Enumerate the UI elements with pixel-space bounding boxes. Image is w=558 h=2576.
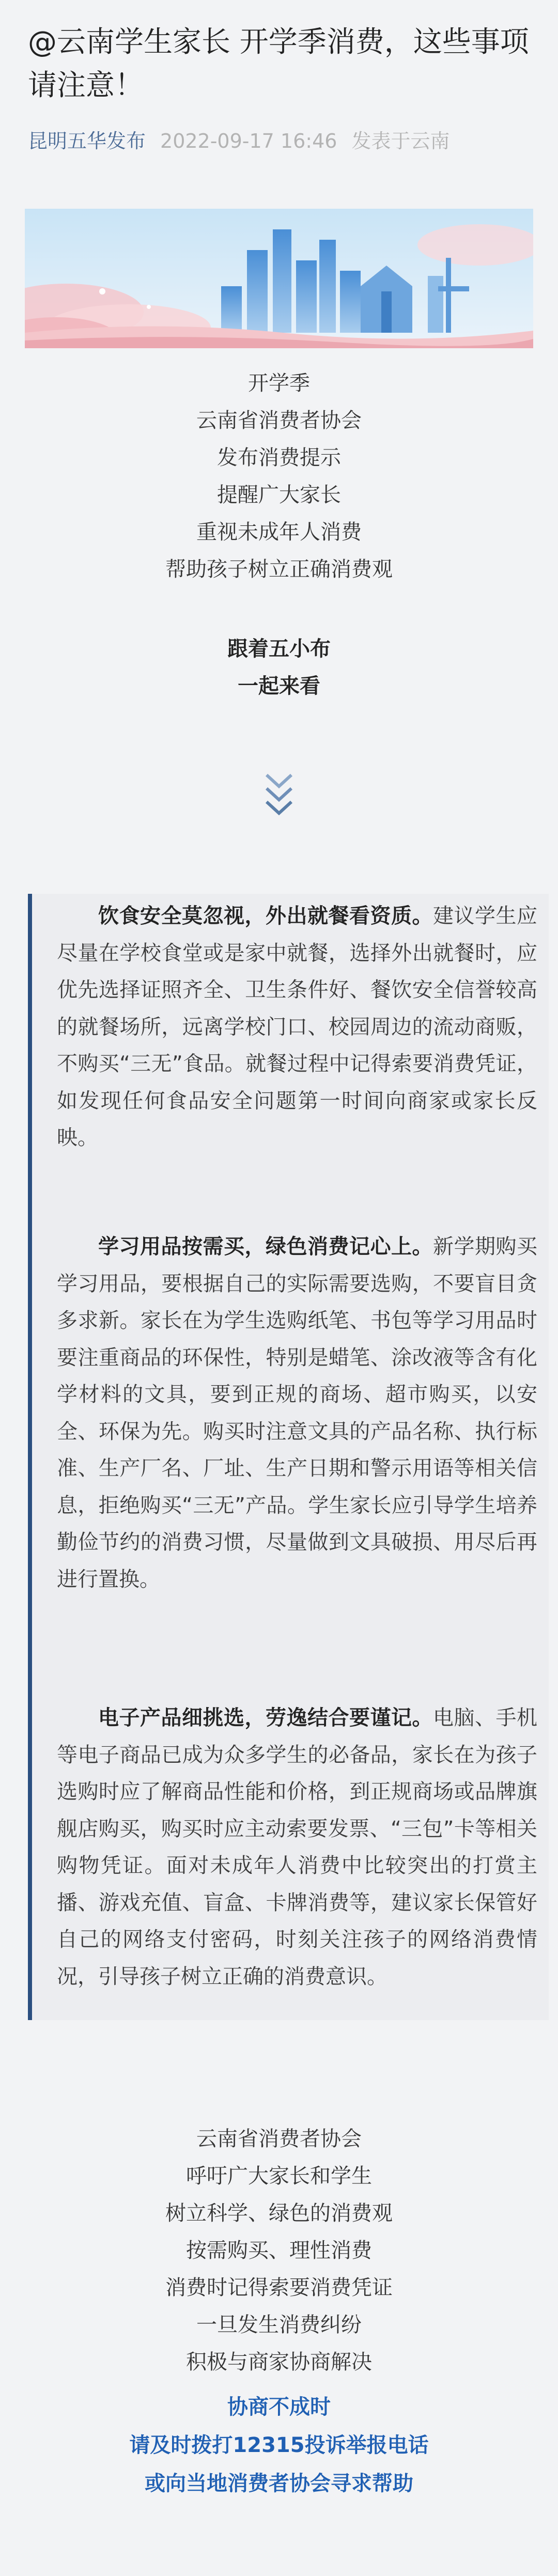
outro-line: 积极与商家协商解决: [186, 2350, 372, 2374]
closing-lines: [0, 2388, 558, 2503]
tip-paragraph-food: [57, 898, 537, 1157]
intro-line: 开学季: [248, 371, 310, 395]
tip-heading: 饮食安全莫忽视，外出就餐看资质。: [98, 904, 433, 928]
intro-line: 提醒广大家长: [217, 483, 341, 507]
double-chevron-down-icon: [264, 770, 295, 829]
intro-lines: [0, 365, 558, 588]
tip-paragraph-electronics: [57, 1700, 537, 1995]
outro-line: 树立科学、绿色的消费观: [165, 2201, 393, 2225]
tip-heading: 电子产品细挑选，劳逸结合要谨记。: [98, 1706, 433, 1730]
follow-lines: [0, 630, 558, 705]
tip-body: 电脑、手机等电子商品已成为众多学生的必备品，家长在为孩子选购时应了解商品性能和价格，到正规商场或品牌旗舰店购买，购买时应主动索要发票、“三包”卡等相关购物凭证。面对未成年人消费中比较突出的打赏主播、游戏充值、盲盒、卡牌消费等，建议家长保管好自己的网络支付密码，时刻关注孩子的网络消费情况，引导孩子树立正确的消费意识。: [57, 1706, 537, 1989]
outro-line: 一旦发生消费纠纷: [196, 2313, 362, 2337]
outro-line: 消费时记得索要消费凭证: [165, 2276, 393, 2300]
outro-line: 呼吁广大家长和学生: [186, 2164, 372, 2188]
tip-paragraph-supplies: [57, 1229, 537, 1598]
intro-line: 发布消费提示: [217, 446, 341, 470]
publish-datetime: 2022-09-17 16:46: [160, 130, 337, 152]
intro-line: 帮助孩子树立正确消费观: [165, 557, 393, 581]
closing-line: 请及时拨打12315投诉举报电话: [129, 2433, 429, 2457]
tip-body: 新学期购买学习用品，要根据自己的实际需要选购，不要盲目贪多求新。家长在为学生选购纸笔、书包等学习用品时要注重商品的环保性，特别是蜡笔、涂改液等含有化学材料的文具，要到正规的商场、超市购买，以安全、环保为先。购买时注意文具的产品名称、执行标准、生产厂名、厂址、生产日期和警示用语等相关信息，拒绝购买“三无”产品。学生家长应引导学生培养勤俭节约的消费习惯，尽量做到文具破损、用尽后再进行置换。: [57, 1235, 537, 1591]
publish-location: 发表于云南: [351, 130, 450, 152]
author-link[interactable]: 昆明五华发布: [28, 130, 146, 152]
intro-line: 重视未成年人消费: [196, 520, 362, 544]
outro-lines: [0, 2120, 558, 2381]
closing-line: 或向当地消费者协会寻求帮助: [145, 2472, 413, 2495]
outro-line: 按需购买、理性消费: [186, 2239, 372, 2262]
article-title: @云南学生家长 开学季消费，这些事项请注意！: [28, 25, 529, 102]
closing-line: 协商不成时: [227, 2395, 331, 2419]
outro-line: 云南省消费者协会: [196, 2127, 362, 2151]
follow-line: 跟着五小布: [227, 637, 331, 661]
article-meta: [28, 128, 450, 154]
tip-heading: 学习用品按需买，绿色消费记心上。: [98, 1235, 433, 1259]
tip-body: 建议学生应尽量在学校食堂或是家中就餐，选择外出就餐时，应优先选择证照齐全、卫生条件好、餐饮安全信誉较高的就餐场所，远离学校门口、校园周边的流动商贩，不购买“三无”食品。就餐过程中记得索要消费凭证，如发现任何食品安全问题第一时间向商家或家长反映。: [57, 904, 537, 1150]
follow-line: 一起来看: [238, 674, 320, 698]
intro-line: 云南省消费者协会: [196, 409, 362, 432]
header-banner-image: [25, 209, 533, 348]
